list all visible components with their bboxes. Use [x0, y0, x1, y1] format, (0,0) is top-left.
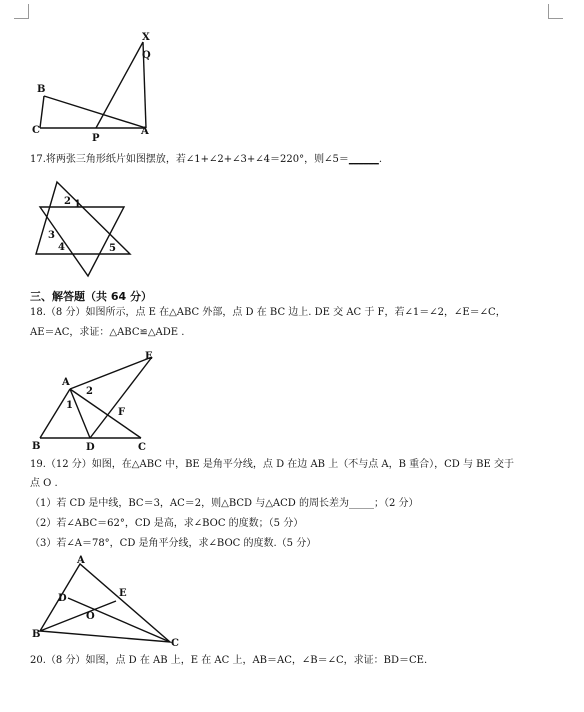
- label-e: E: [145, 351, 153, 362]
- question-19-line1: 19.（12 分）如图，在△ABC 中，BE 是角平分线，点 D 在边 AB 上（不与点 A，B 重合），CD 与 BE 交于: [30, 459, 514, 470]
- label-x: X: [142, 32, 150, 43]
- label-angle-1: 1: [66, 400, 73, 411]
- label-d: D: [86, 442, 95, 453]
- label-a: A: [77, 555, 85, 566]
- question-18-line2: AE＝AC，求证：△ABC≌△ADE .: [30, 327, 185, 338]
- figure-q16: [0, 0, 584, 150]
- label-c: C: [138, 442, 146, 453]
- label-angle-3: 3: [48, 230, 55, 241]
- figure-q19: [0, 555, 584, 655]
- label-angle-2: 2: [86, 386, 93, 397]
- label-d: D: [58, 593, 67, 604]
- label-c: C: [171, 638, 179, 649]
- label-angle-5: 5: [109, 243, 116, 254]
- question-19-part2: （2）若∠ABC＝62°，CD 是高，求∠BOC 的度数；（5 分）: [30, 518, 304, 529]
- section-3-title: 三、解答题（共 64 分）: [30, 290, 152, 303]
- question-17-text: 17.将两张三角形纸片如图摆放，若∠1+∠2+∠3+∠4＝220°，则∠5＝: [30, 154, 349, 165]
- label-a: A: [141, 126, 149, 137]
- label-e: E: [119, 588, 127, 599]
- label-p: P: [92, 133, 100, 144]
- label-angle-2: 2: [64, 196, 71, 207]
- question-18-line1: 18.（8 分）如图所示，点 E 在△ABC 外部，点 D 在 BC 边上. DE 交 AC 于 F，若∠1＝∠2，∠E＝∠C，: [30, 307, 506, 318]
- question-19-line2: 点 O .: [30, 478, 58, 489]
- question-19-part1: （1）若 CD 是中线，BC＝3，AC＝2，则△BCD 与△ACD 的周长差为_____；（2 分）: [30, 498, 419, 509]
- figure-q17: [0, 170, 584, 290]
- label-b: B: [32, 629, 41, 640]
- label-b: B: [37, 84, 46, 95]
- label-a: A: [62, 377, 70, 388]
- label-f: F: [118, 407, 126, 418]
- label-c: C: [32, 125, 40, 136]
- question-20: 20.（8 分）如图，点 D 在 AB 上，E 在 AC 上，AB＝AC，∠B＝∠C，求证：BD＝CE.: [30, 655, 428, 666]
- label-angle-1: 1: [74, 199, 81, 210]
- label-angle-4: 4: [58, 242, 65, 253]
- question-19-part3: （3）若∠A＝78°，CD 是角平分线，求∠BOC 的度数.（5 分）: [30, 538, 317, 549]
- label-o: O: [86, 611, 95, 622]
- question-17-blank: ______: [348, 154, 379, 165]
- label-b: B: [32, 441, 41, 452]
- figure-q18: [0, 345, 584, 455]
- label-q: Q: [142, 50, 151, 61]
- question-17: [30, 153, 382, 167]
- question-17-end: .: [378, 154, 383, 165]
